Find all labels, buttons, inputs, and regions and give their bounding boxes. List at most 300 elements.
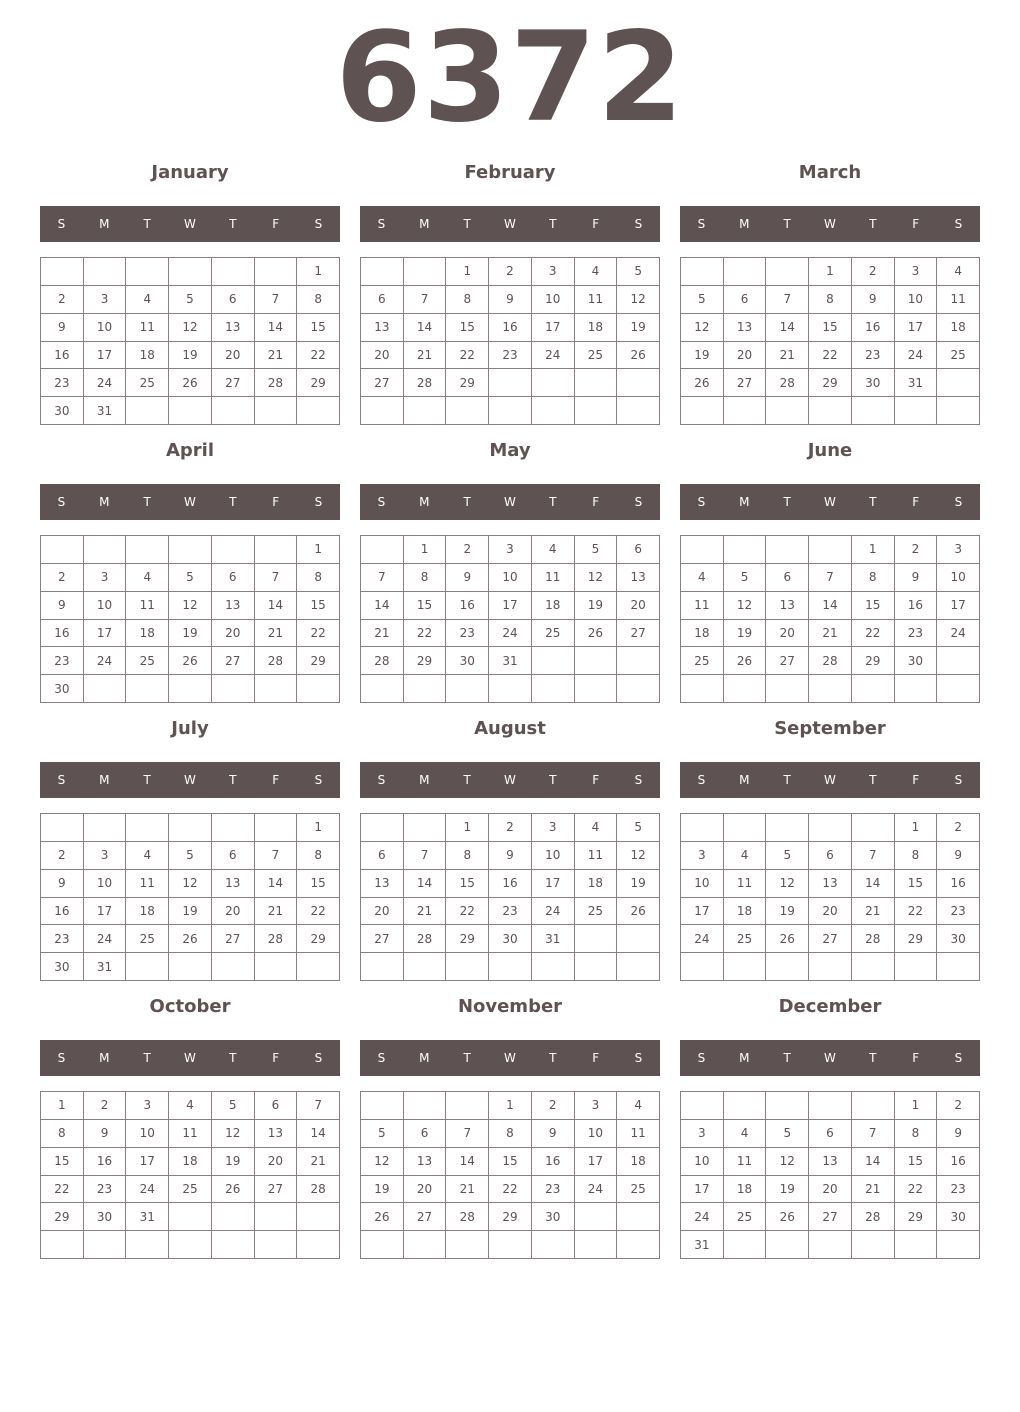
day-cell: 14 bbox=[809, 592, 852, 620]
day-cell: 15 bbox=[41, 1148, 84, 1176]
weekday-label: S bbox=[314, 773, 323, 787]
empty-cell bbox=[681, 953, 724, 981]
empty-cell bbox=[489, 953, 532, 981]
empty-cell bbox=[724, 1092, 767, 1120]
day-cell: 21 bbox=[404, 342, 447, 370]
day-cell: 9 bbox=[852, 286, 895, 314]
weekday-label: S bbox=[634, 773, 643, 787]
empty-cell bbox=[575, 953, 618, 981]
day-cell: 30 bbox=[84, 1203, 127, 1231]
weekday-header bbox=[40, 762, 340, 798]
day-cell: 15 bbox=[297, 870, 340, 898]
day-cell: 6 bbox=[766, 564, 809, 592]
weekday-label: M bbox=[419, 217, 430, 231]
month-title: July bbox=[171, 718, 209, 739]
empty-cell bbox=[255, 814, 298, 842]
day-cell: 13 bbox=[809, 870, 852, 898]
day-cell: 12 bbox=[617, 842, 660, 870]
empty-cell bbox=[126, 1231, 169, 1259]
weekday-label: F bbox=[272, 495, 280, 509]
day-cell: 28 bbox=[255, 369, 298, 397]
weekday-label: T bbox=[783, 1051, 791, 1065]
day-cell: 1 bbox=[41, 1092, 84, 1120]
day-cell: 17 bbox=[532, 314, 575, 342]
empty-cell bbox=[404, 397, 447, 425]
empty-cell bbox=[212, 536, 255, 564]
day-cell: 13 bbox=[361, 870, 404, 898]
day-cell: 24 bbox=[575, 1176, 618, 1204]
empty-cell bbox=[532, 369, 575, 397]
weekday-label: T bbox=[869, 1051, 877, 1065]
empty-cell bbox=[404, 675, 447, 703]
weekday-label: S bbox=[314, 217, 323, 231]
day-cell: 7 bbox=[809, 564, 852, 592]
day-cell: 5 bbox=[212, 1092, 255, 1120]
empty-cell bbox=[617, 1203, 660, 1231]
day-cell: 18 bbox=[575, 314, 618, 342]
empty-cell bbox=[575, 647, 618, 675]
weekday-label: S bbox=[634, 495, 643, 509]
day-grid bbox=[40, 813, 340, 981]
weekday-label: T bbox=[549, 495, 557, 509]
day-cell: 8 bbox=[895, 1120, 938, 1148]
empty-cell bbox=[255, 258, 298, 286]
day-cell: 25 bbox=[126, 369, 169, 397]
empty-cell bbox=[126, 536, 169, 564]
day-cell: 5 bbox=[169, 286, 212, 314]
day-cell: 12 bbox=[766, 870, 809, 898]
day-cell: 25 bbox=[724, 1203, 767, 1231]
weekday-header bbox=[360, 762, 660, 798]
weekday-label: M bbox=[739, 1051, 750, 1065]
empty-cell bbox=[212, 397, 255, 425]
day-cell: 16 bbox=[84, 1148, 127, 1176]
day-cell: 17 bbox=[84, 620, 127, 648]
day-cell: 23 bbox=[489, 898, 532, 926]
day-cell: 1 bbox=[297, 814, 340, 842]
day-cell: 9 bbox=[937, 842, 980, 870]
day-cell: 24 bbox=[489, 620, 532, 648]
empty-cell bbox=[41, 258, 84, 286]
day-cell: 23 bbox=[937, 1176, 980, 1204]
empty-cell bbox=[169, 675, 212, 703]
weekday-label: M bbox=[99, 1051, 110, 1065]
empty-cell bbox=[852, 814, 895, 842]
weekday-header bbox=[40, 484, 340, 520]
weekday-label: W bbox=[504, 217, 516, 231]
empty-cell bbox=[361, 397, 404, 425]
day-cell: 3 bbox=[84, 286, 127, 314]
empty-cell bbox=[41, 536, 84, 564]
day-cell: 27 bbox=[809, 1203, 852, 1231]
day-cell: 28 bbox=[852, 1203, 895, 1231]
weekday-header bbox=[680, 762, 980, 798]
day-cell: 27 bbox=[212, 369, 255, 397]
day-cell: 1 bbox=[852, 536, 895, 564]
day-cell: 16 bbox=[852, 314, 895, 342]
weekday-label: T bbox=[869, 217, 877, 231]
month-title: February bbox=[464, 162, 556, 183]
day-cell: 8 bbox=[489, 1120, 532, 1148]
day-cell: 20 bbox=[809, 898, 852, 926]
day-cell: 9 bbox=[84, 1120, 127, 1148]
day-cell: 14 bbox=[446, 1148, 489, 1176]
empty-cell bbox=[489, 675, 532, 703]
empty-cell bbox=[681, 675, 724, 703]
weekday-label: S bbox=[57, 773, 66, 787]
empty-cell bbox=[212, 814, 255, 842]
day-cell: 23 bbox=[937, 898, 980, 926]
day-cell: 31 bbox=[895, 369, 938, 397]
day-cell: 10 bbox=[937, 564, 980, 592]
empty-cell bbox=[724, 1231, 767, 1259]
day-cell: 17 bbox=[681, 1176, 724, 1204]
day-cell: 7 bbox=[404, 286, 447, 314]
empty-cell bbox=[169, 814, 212, 842]
day-cell: 29 bbox=[489, 1203, 532, 1231]
weekday-header bbox=[40, 1040, 340, 1076]
day-cell: 28 bbox=[361, 647, 404, 675]
day-cell: 2 bbox=[937, 1092, 980, 1120]
empty-cell bbox=[361, 675, 404, 703]
weekday-label: S bbox=[57, 495, 66, 509]
day-cell: 28 bbox=[255, 647, 298, 675]
day-cell: 8 bbox=[297, 842, 340, 870]
day-cell: 23 bbox=[532, 1176, 575, 1204]
empty-cell bbox=[446, 397, 489, 425]
day-cell: 10 bbox=[84, 870, 127, 898]
day-cell: 5 bbox=[617, 258, 660, 286]
day-cell: 29 bbox=[446, 369, 489, 397]
empty-cell bbox=[617, 397, 660, 425]
day-cell: 3 bbox=[937, 536, 980, 564]
weekday-label: T bbox=[549, 217, 557, 231]
day-cell: 3 bbox=[895, 258, 938, 286]
empty-cell bbox=[404, 258, 447, 286]
day-grid bbox=[680, 535, 980, 703]
day-cell: 20 bbox=[212, 620, 255, 648]
empty-cell bbox=[724, 953, 767, 981]
day-cell: 14 bbox=[852, 1148, 895, 1176]
empty-cell bbox=[212, 1231, 255, 1259]
empty-cell bbox=[937, 647, 980, 675]
day-cell: 11 bbox=[724, 1148, 767, 1176]
weekday-label: T bbox=[143, 1051, 151, 1065]
day-cell: 13 bbox=[361, 314, 404, 342]
weekday-label: M bbox=[99, 495, 110, 509]
weekday-label: W bbox=[184, 773, 196, 787]
weekday-label: T bbox=[463, 495, 471, 509]
day-cell: 18 bbox=[575, 870, 618, 898]
day-cell: 21 bbox=[852, 1176, 895, 1204]
day-cell: 22 bbox=[297, 898, 340, 926]
day-cell: 7 bbox=[255, 842, 298, 870]
empty-cell bbox=[766, 1231, 809, 1259]
day-grid bbox=[680, 1091, 980, 1259]
weekday-label: F bbox=[592, 1051, 600, 1065]
day-cell: 29 bbox=[895, 1203, 938, 1231]
day-cell: 29 bbox=[41, 1203, 84, 1231]
weekday-label: W bbox=[824, 495, 836, 509]
day-cell: 29 bbox=[852, 647, 895, 675]
day-cell: 1 bbox=[809, 258, 852, 286]
weekday-header bbox=[680, 484, 980, 520]
weekday-label: S bbox=[314, 1051, 323, 1065]
weekday-label: T bbox=[229, 1051, 237, 1065]
day-cell: 26 bbox=[169, 369, 212, 397]
day-cell: 12 bbox=[169, 314, 212, 342]
empty-cell bbox=[681, 1092, 724, 1120]
weekday-label: M bbox=[419, 1051, 430, 1065]
day-cell: 5 bbox=[575, 536, 618, 564]
day-cell: 8 bbox=[809, 286, 852, 314]
day-grid bbox=[40, 257, 340, 425]
empty-cell bbox=[212, 1203, 255, 1231]
day-cell: 7 bbox=[852, 842, 895, 870]
day-cell: 3 bbox=[126, 1092, 169, 1120]
empty-cell bbox=[852, 675, 895, 703]
day-cell: 3 bbox=[681, 1120, 724, 1148]
day-cell: 19 bbox=[681, 342, 724, 370]
empty-cell bbox=[404, 814, 447, 842]
weekday-label: T bbox=[463, 1051, 471, 1065]
day-cell: 27 bbox=[766, 647, 809, 675]
day-cell: 16 bbox=[446, 592, 489, 620]
day-cell: 17 bbox=[84, 898, 127, 926]
day-cell: 3 bbox=[532, 814, 575, 842]
empty-cell bbox=[724, 397, 767, 425]
day-cell: 21 bbox=[255, 620, 298, 648]
day-cell: 11 bbox=[617, 1120, 660, 1148]
day-cell: 18 bbox=[681, 620, 724, 648]
day-cell: 6 bbox=[404, 1120, 447, 1148]
day-cell: 30 bbox=[937, 925, 980, 953]
weekday-label: F bbox=[272, 773, 280, 787]
day-cell: 11 bbox=[532, 564, 575, 592]
empty-cell bbox=[446, 953, 489, 981]
empty-cell bbox=[84, 675, 127, 703]
empty-cell bbox=[724, 675, 767, 703]
day-grid bbox=[680, 257, 980, 425]
day-cell: 9 bbox=[489, 286, 532, 314]
day-cell: 17 bbox=[84, 342, 127, 370]
weekday-label: T bbox=[229, 773, 237, 787]
empty-cell bbox=[937, 1231, 980, 1259]
day-cell: 10 bbox=[681, 870, 724, 898]
empty-cell bbox=[489, 369, 532, 397]
day-cell: 27 bbox=[361, 925, 404, 953]
day-cell: 10 bbox=[84, 592, 127, 620]
empty-cell bbox=[404, 1231, 447, 1259]
day-cell: 9 bbox=[41, 870, 84, 898]
weekday-label: S bbox=[634, 1051, 643, 1065]
day-cell: 12 bbox=[617, 286, 660, 314]
day-cell: 10 bbox=[575, 1120, 618, 1148]
day-cell: 14 bbox=[255, 870, 298, 898]
day-cell: 25 bbox=[126, 647, 169, 675]
empty-cell bbox=[212, 675, 255, 703]
weekday-label: M bbox=[739, 773, 750, 787]
weekday-label: T bbox=[143, 495, 151, 509]
day-cell: 2 bbox=[84, 1092, 127, 1120]
weekday-label: F bbox=[912, 1051, 920, 1065]
day-cell: 3 bbox=[84, 842, 127, 870]
day-cell: 28 bbox=[297, 1176, 340, 1204]
day-cell: 6 bbox=[617, 536, 660, 564]
day-cell: 20 bbox=[724, 342, 767, 370]
day-cell: 22 bbox=[446, 342, 489, 370]
day-cell: 25 bbox=[575, 898, 618, 926]
day-cell: 5 bbox=[169, 842, 212, 870]
day-cell: 26 bbox=[724, 647, 767, 675]
day-cell: 20 bbox=[617, 592, 660, 620]
day-cell: 10 bbox=[532, 286, 575, 314]
weekday-label: W bbox=[824, 217, 836, 231]
empty-cell bbox=[169, 258, 212, 286]
day-cell: 14 bbox=[255, 592, 298, 620]
weekday-label: M bbox=[739, 217, 750, 231]
day-cell: 25 bbox=[937, 342, 980, 370]
day-cell: 30 bbox=[41, 675, 84, 703]
empty-cell bbox=[766, 258, 809, 286]
day-cell: 16 bbox=[937, 870, 980, 898]
day-cell: 26 bbox=[169, 647, 212, 675]
day-cell: 2 bbox=[41, 286, 84, 314]
day-cell: 1 bbox=[489, 1092, 532, 1120]
day-cell: 6 bbox=[724, 286, 767, 314]
empty-cell bbox=[255, 675, 298, 703]
weekday-label: M bbox=[739, 495, 750, 509]
weekday-header bbox=[360, 1040, 660, 1076]
empty-cell bbox=[937, 397, 980, 425]
day-cell: 4 bbox=[937, 258, 980, 286]
weekday-label: S bbox=[954, 1051, 963, 1065]
day-cell: 21 bbox=[255, 898, 298, 926]
month-title: May bbox=[489, 440, 531, 461]
day-cell: 3 bbox=[84, 564, 127, 592]
day-cell: 15 bbox=[489, 1148, 532, 1176]
weekday-header bbox=[680, 206, 980, 242]
weekday-label: T bbox=[229, 217, 237, 231]
day-cell: 25 bbox=[126, 925, 169, 953]
empty-cell bbox=[297, 397, 340, 425]
day-cell: 15 bbox=[809, 314, 852, 342]
day-cell: 2 bbox=[895, 536, 938, 564]
day-cell: 15 bbox=[297, 314, 340, 342]
empty-cell bbox=[681, 397, 724, 425]
empty-cell bbox=[937, 953, 980, 981]
month-title: March bbox=[798, 162, 862, 183]
day-cell: 30 bbox=[446, 647, 489, 675]
day-cell: 21 bbox=[446, 1176, 489, 1204]
day-cell: 11 bbox=[126, 314, 169, 342]
empty-cell bbox=[575, 1231, 618, 1259]
day-cell: 22 bbox=[895, 898, 938, 926]
day-cell: 2 bbox=[852, 258, 895, 286]
day-cell: 28 bbox=[404, 369, 447, 397]
day-cell: 24 bbox=[937, 620, 980, 648]
day-cell: 27 bbox=[809, 925, 852, 953]
day-cell: 27 bbox=[361, 369, 404, 397]
day-cell: 6 bbox=[361, 286, 404, 314]
weekday-label: S bbox=[377, 217, 386, 231]
day-cell: 18 bbox=[617, 1148, 660, 1176]
day-cell: 31 bbox=[84, 953, 127, 981]
day-cell: 4 bbox=[681, 564, 724, 592]
day-cell: 30 bbox=[489, 925, 532, 953]
day-cell: 14 bbox=[852, 870, 895, 898]
day-cell: 16 bbox=[895, 592, 938, 620]
empty-cell bbox=[212, 953, 255, 981]
day-cell: 19 bbox=[212, 1148, 255, 1176]
day-cell: 28 bbox=[809, 647, 852, 675]
year-title: 6372 bbox=[335, 6, 685, 150]
day-cell: 12 bbox=[724, 592, 767, 620]
weekday-label: F bbox=[912, 773, 920, 787]
empty-cell bbox=[212, 258, 255, 286]
day-cell: 19 bbox=[169, 620, 212, 648]
day-cell: 11 bbox=[126, 870, 169, 898]
day-cell: 31 bbox=[84, 397, 127, 425]
day-cell: 17 bbox=[895, 314, 938, 342]
empty-cell bbox=[446, 1231, 489, 1259]
day-cell: 13 bbox=[404, 1148, 447, 1176]
day-cell: 29 bbox=[297, 647, 340, 675]
day-cell: 9 bbox=[532, 1120, 575, 1148]
day-cell: 18 bbox=[937, 314, 980, 342]
day-cell: 14 bbox=[404, 870, 447, 898]
weekday-label: S bbox=[634, 217, 643, 231]
weekday-label: M bbox=[99, 773, 110, 787]
empty-cell bbox=[766, 1092, 809, 1120]
day-cell: 27 bbox=[617, 620, 660, 648]
weekday-label: S bbox=[954, 217, 963, 231]
empty-cell bbox=[126, 675, 169, 703]
day-cell: 22 bbox=[297, 620, 340, 648]
day-cell: 20 bbox=[255, 1148, 298, 1176]
weekday-label: W bbox=[184, 495, 196, 509]
day-cell: 12 bbox=[212, 1120, 255, 1148]
day-cell: 13 bbox=[212, 592, 255, 620]
empty-cell bbox=[489, 1231, 532, 1259]
empty-cell bbox=[532, 675, 575, 703]
empty-cell bbox=[575, 397, 618, 425]
empty-cell bbox=[575, 369, 618, 397]
day-cell: 25 bbox=[169, 1176, 212, 1204]
empty-cell bbox=[169, 1231, 212, 1259]
empty-cell bbox=[255, 397, 298, 425]
month-title: October bbox=[149, 996, 231, 1017]
day-cell: 18 bbox=[169, 1148, 212, 1176]
day-cell: 11 bbox=[724, 870, 767, 898]
empty-cell bbox=[255, 1203, 298, 1231]
day-cell: 15 bbox=[446, 314, 489, 342]
empty-cell bbox=[681, 536, 724, 564]
empty-cell bbox=[724, 814, 767, 842]
day-cell: 23 bbox=[489, 342, 532, 370]
empty-cell bbox=[766, 397, 809, 425]
day-cell: 5 bbox=[724, 564, 767, 592]
day-cell: 20 bbox=[404, 1176, 447, 1204]
day-cell: 17 bbox=[489, 592, 532, 620]
day-cell: 10 bbox=[126, 1120, 169, 1148]
day-cell: 3 bbox=[489, 536, 532, 564]
day-cell: 28 bbox=[255, 925, 298, 953]
weekday-label: S bbox=[954, 495, 963, 509]
day-cell: 18 bbox=[724, 898, 767, 926]
empty-cell bbox=[809, 397, 852, 425]
day-cell: 5 bbox=[681, 286, 724, 314]
